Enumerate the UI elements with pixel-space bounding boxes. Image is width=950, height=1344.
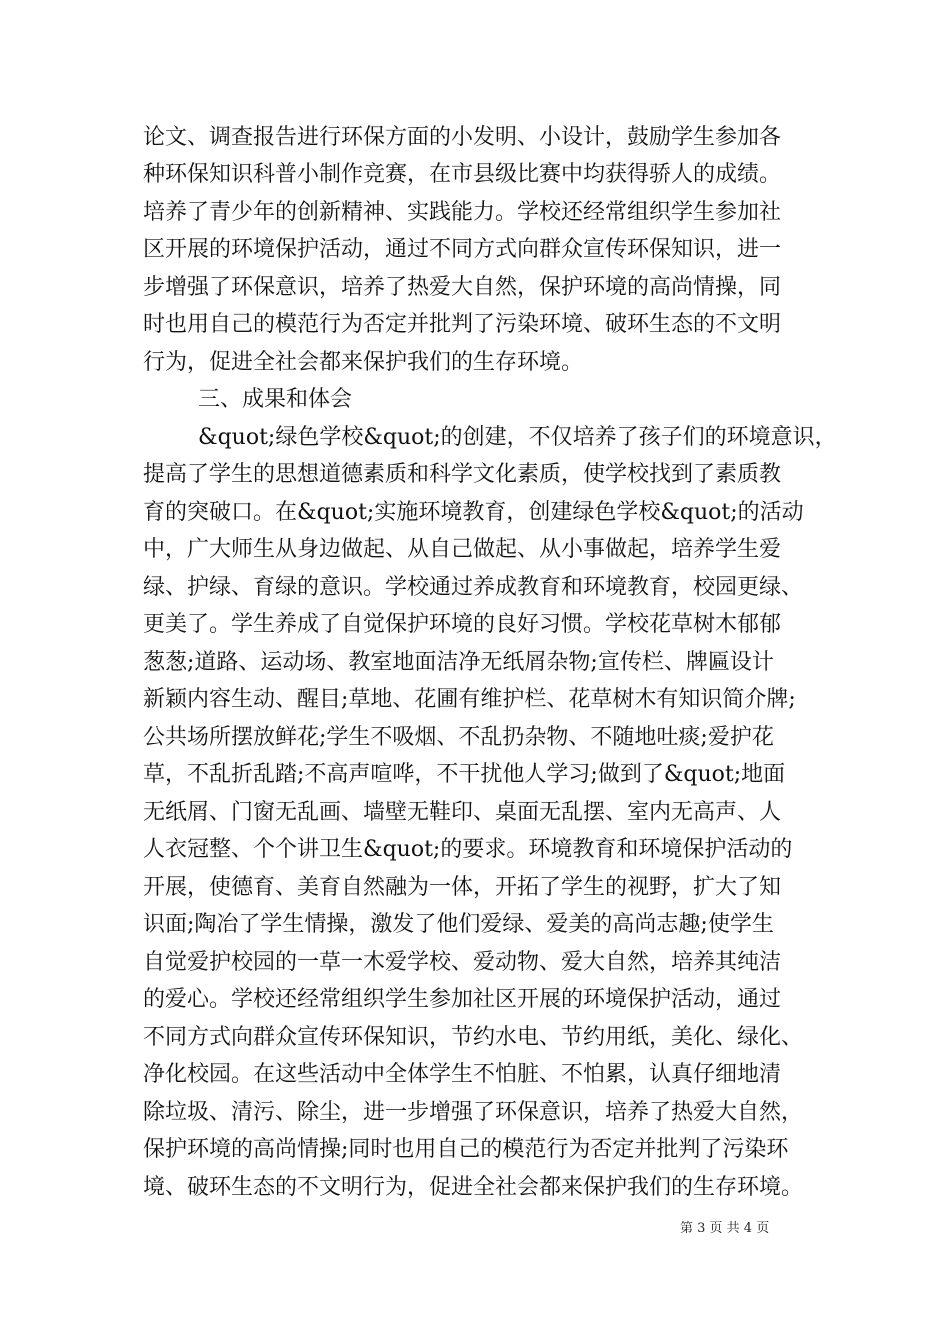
body-line: 自觉爱护校园的一草一木爱学校、爱动物、爱大自然，培养其纯洁	[143, 950, 782, 975]
body-line: 境、破环生态的不文明行为，促进全社会都来保护我们的生存环境。	[143, 1175, 804, 1200]
body-line: 论文、调查报告进行环保方面的小发明、小设计，鼓励学生参加各	[143, 125, 782, 150]
page-number-footer: 第 3 页 共 4 页	[680, 1221, 770, 1236]
body-line: 更美了。学生养成了自觉保护环境的良好习惯。学校花草树木郁郁	[143, 612, 782, 637]
body-line: 绿、护绿、育绿的意识。学校通过养成教育和环境教育，校园更绿、	[143, 575, 804, 600]
body-line: 净化校园。在这些活动中全体学生不怕脏、不怕累，认真仔细地清	[143, 1062, 782, 1087]
body-line: 无纸屑、门窗无乱画、墙壁无鞋印、桌面无乱摆、室内无高声、人	[143, 800, 782, 825]
body-line: 时也用自己的模范行为否定并批判了污染环境、破环生态的不文明	[143, 312, 782, 337]
body-line: 种环保知识科普小制作竞赛，在市县级比赛中均获得骄人的成绩。	[143, 162, 782, 187]
body-line: 区开展的环境保护活动，通过不同方式向群众宣传环保知识，进一	[143, 237, 782, 262]
body-line: 培养了青少年的创新精神、实践能力。学校还经常组织学生参加社	[143, 200, 782, 225]
body-line: 步增强了环保意识，培养了热爱大自然，保护环境的高尚情操，同	[143, 275, 782, 300]
section-heading: 三、成果和体会	[198, 387, 353, 412]
body-line: 开展，使德育、美育自然融为一体，开拓了学生的视野，扩大了知	[143, 875, 782, 900]
body-line: 育的突破口。在&quot;实施环境教育，创建绿色学校&quot;的活动	[143, 500, 804, 525]
body-line: 中，广大师生从身边做起、从自己做起、从小事做起，培养学生爱	[143, 537, 782, 562]
body-line: 新颖内容生动、醒目;草地、花圃有维护栏、花草树木有知识简介牌;	[143, 687, 796, 712]
body-line: 不同方式向群众宣传环保知识，节约水电、节约用纸，美化、绿化、	[143, 1025, 804, 1050]
body-line: 提高了学生的思想道德素质和科学文化素质，使学校找到了素质教	[143, 462, 782, 487]
body-line: 行为，促进全社会都来保护我们的生存环境。	[143, 350, 584, 375]
body-line: 除垃圾、清污、除尘，进一步增强了环保意识，培养了热爱大自然，	[143, 1100, 804, 1125]
body-line: 公共场所摆放鲜花;学生不吸烟、不乱扔杂物、不随地吐痰;爱护花	[143, 725, 774, 750]
body-line: 识面;陶冶了学生情操，激发了他们爱绿、爱美的高尚志趣;使学生	[143, 912, 774, 937]
body-line: 人衣冠整、个个讲卫生&quot;的要求。环境教育和环境保护活动的	[143, 837, 793, 862]
body-line: &quot;绿色学校&quot;的创建，不仅培养了孩子们的环境意识，	[198, 425, 837, 450]
body-line: 保护环境的高尚情操;同时也用自己的模范行为否定并批判了污染环	[143, 1137, 789, 1162]
body-line: 的爱心。学校还经常组织学生参加社区开展的环境保护活动，通过	[143, 987, 782, 1012]
body-line: 葱葱;道路、运动场、教室地面洁净无纸屑杂物;宣传栏、牌匾设计	[143, 650, 774, 675]
body-line: 草，不乱折乱踏;不高声喧哗，不干扰他人学习;做到了&quot;地面	[143, 762, 786, 787]
